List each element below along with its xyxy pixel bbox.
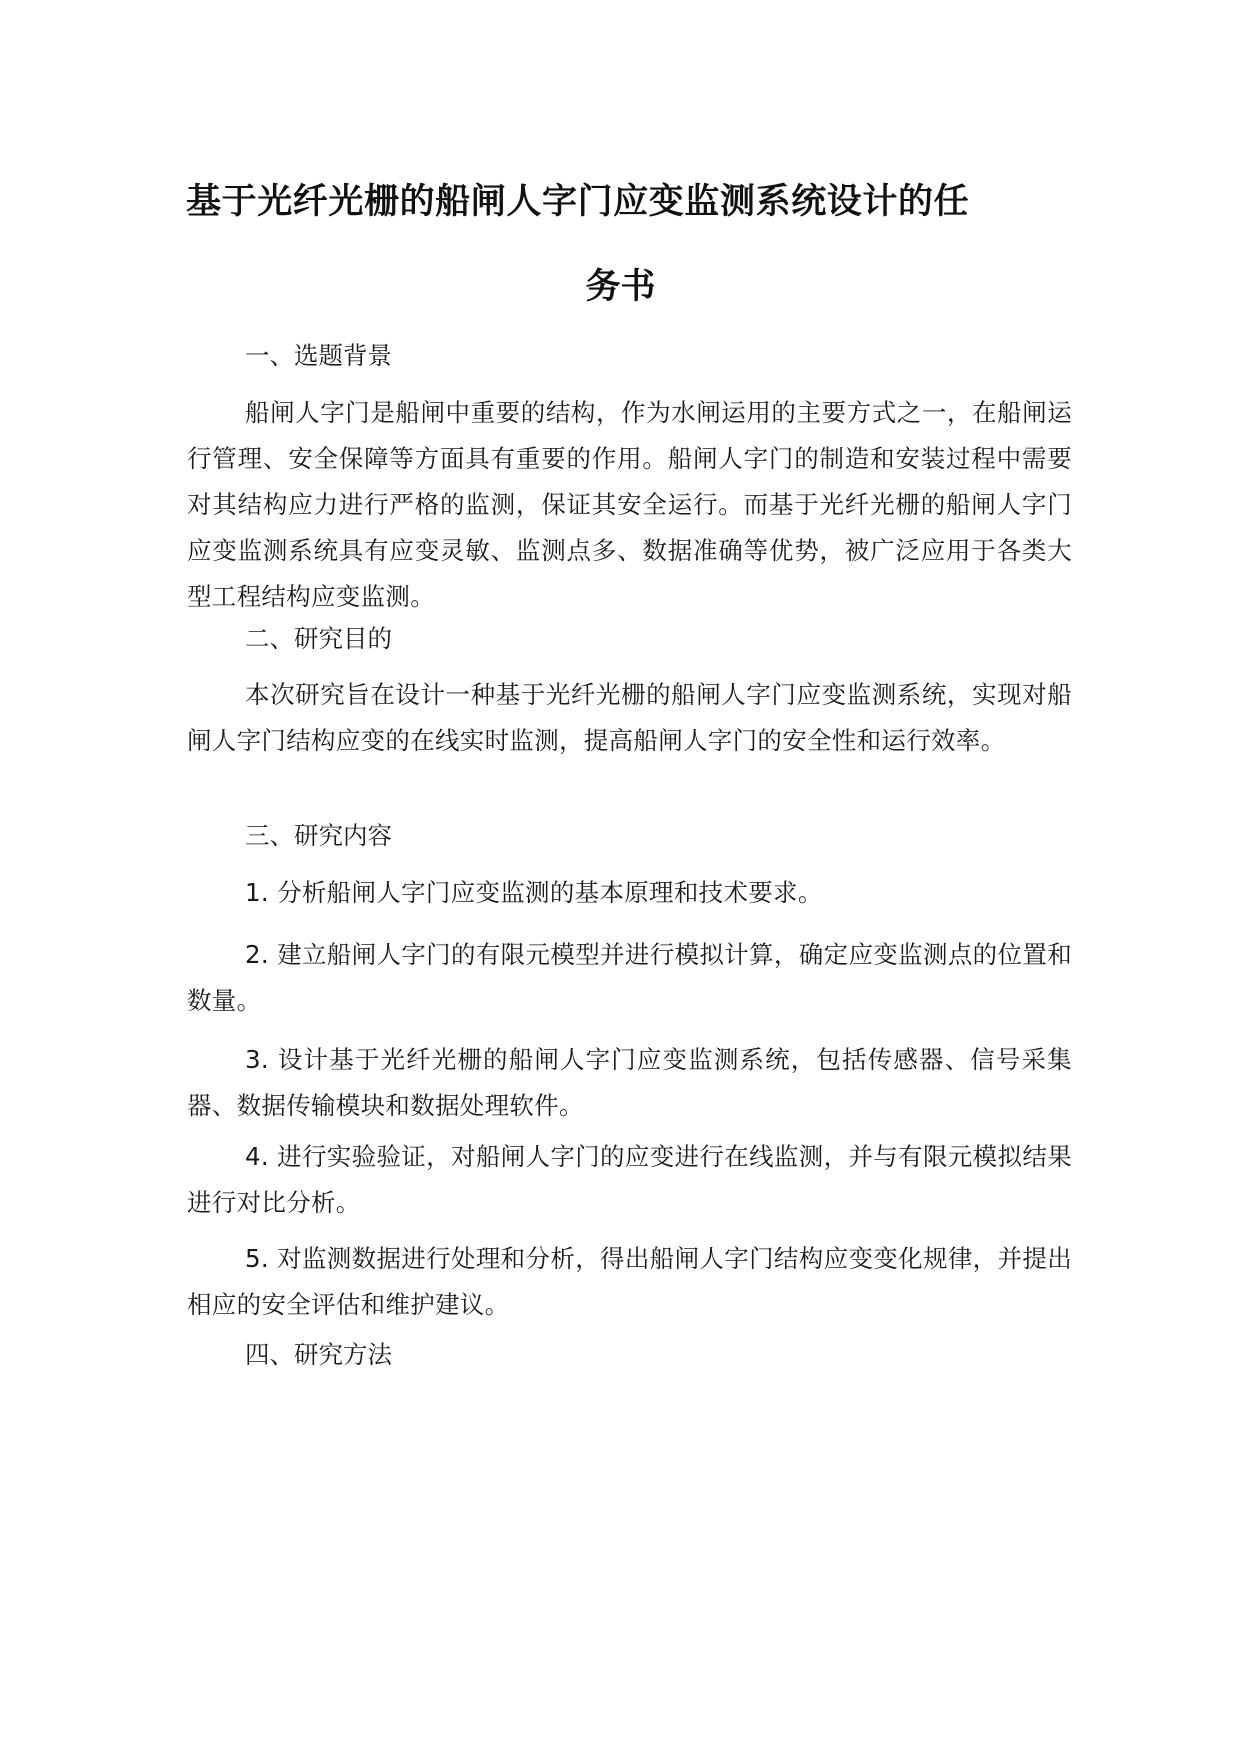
section-heading-method: 四、研究方法 bbox=[245, 1340, 392, 1369]
section-heading-purpose: 二、研究目的 bbox=[245, 624, 392, 653]
section-heading-content: 三、研究内容 bbox=[245, 821, 392, 850]
document-title-line1: 基于光纤光栅的船闸人字门应变监测系统设计的任 bbox=[186, 182, 970, 222]
section-heading-background: 一、选题背景 bbox=[245, 341, 392, 370]
document-title-line2: 务书 bbox=[585, 267, 656, 307]
content-item-5: 5. 对监测数据进行处理和分析，得出船闸人字门结构应变变化规律，并提出相应的安全评估和维护建议。 bbox=[187, 1244, 1072, 1319]
content-item-4: 4. 进行实验验证，对船闸人字门的应变进行在线监测，并与有限元模拟结果进行对比分析。 bbox=[187, 1142, 1072, 1217]
content-item-3: 3. 设计基于光纤光栅的船闸人字门应变监测系统，包括传感器、信号采集器、数据传输模块和数据处理软件。 bbox=[187, 1045, 1072, 1120]
content-item-2: 2. 建立船闸人字门的有限元模型并进行模拟计算，确定应变监测点的位置和数量。 bbox=[187, 940, 1072, 1015]
content-item-1: 1. 分析船闸人字门应变监测的基本原理和技术要求。 bbox=[245, 878, 823, 907]
paragraph-purpose: 本次研究旨在设计一种基于光纤光栅的船闸人字门应变监测系统，实现对船闸人字门结构应变的在线实时监测，提高船闸人字门的安全性和运行效率。 bbox=[187, 680, 1072, 755]
paragraph-background: 船闸人字门是船闸中重要的结构，作为水闸运用的主要方式之一，在船闸运行管理、安全保障等方面具有重要的作用。船闸人字门的制造和安装过程中需要对其结构应力进行严格的监测，保证其安全运行。而基于光纤光栅的船闸人字门应变监测系统具有应变灵敏、监测点多、数据准确等优势，被广泛应用于各类大型工程结构应变监测。 bbox=[187, 398, 1072, 611]
